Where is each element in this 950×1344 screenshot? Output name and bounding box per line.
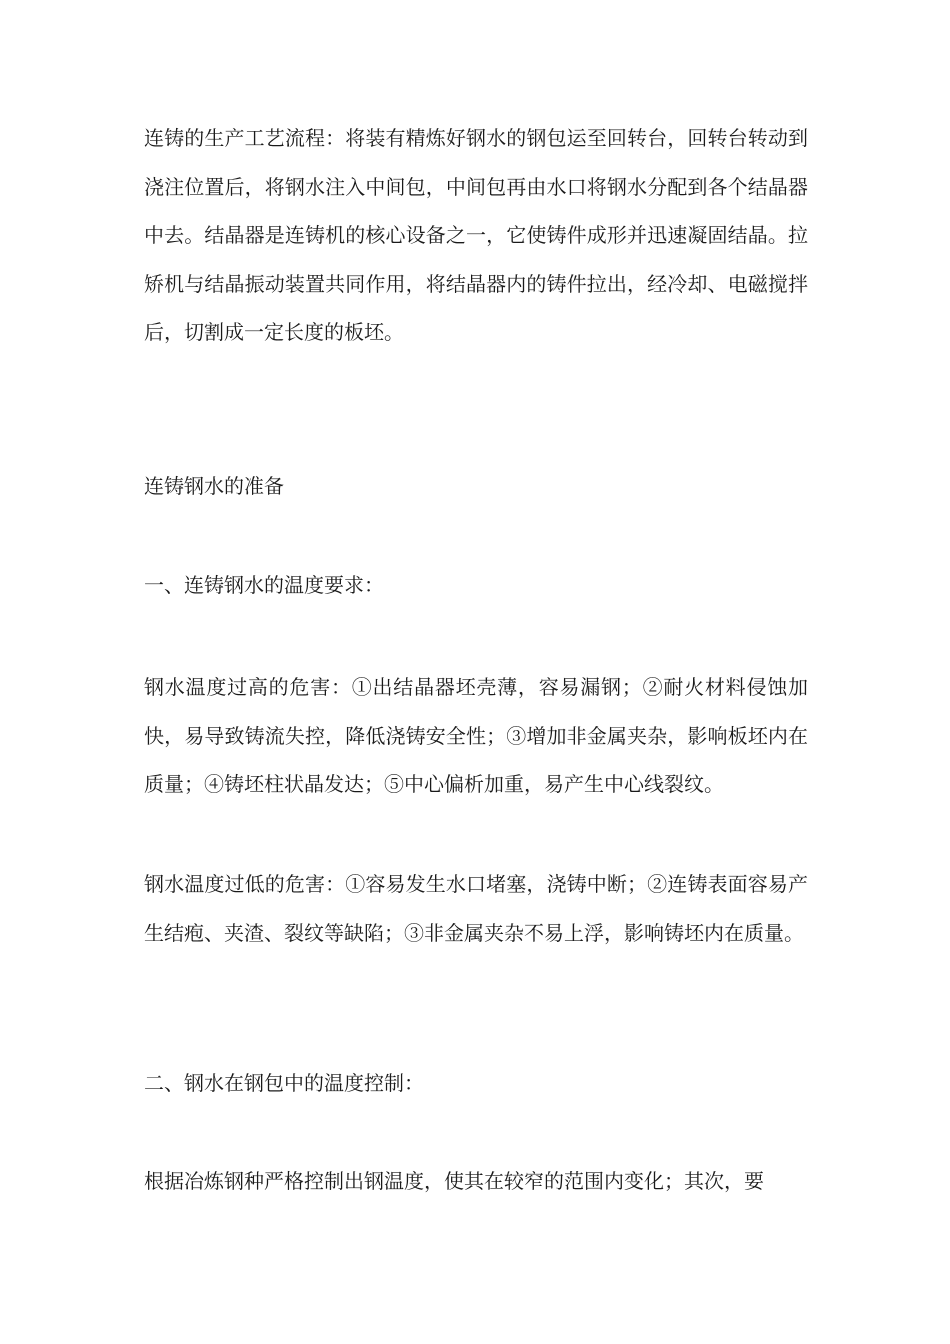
- section-title: 连铸钢水的准备: [144, 474, 284, 498]
- heading-ladle-temperature-control: 二、钢水在钢包中的温度控制：: [144, 1071, 424, 1095]
- paragraph-high-temperature-hazards: 钢水温度过高的危害：①出结晶器坯壳薄，容易漏钢；②耐火材料侵蚀加快，易导致铸流失控，降低浇铸安全性；③增加非金属夹杂，影响板坯内在质量；④铸坯柱状晶发达；⑤中心偏析加重，易产生中心线裂纹。: [144, 675, 808, 796]
- paragraph-temperature-control: 根据冶炼钢种严格控制出钢温度，使其在较窄的范围内变化；其次，要: [144, 1169, 764, 1193]
- paragraph-casting-process: 连铸的生产工艺流程：将装有精炼好钢水的钢包运至回转台，回转台转动到浇注位置后，将钢水注入中间包，中间包再由水口将钢水分配到各个结晶器中去。结晶器是连铸机的核心设备之一，它使铸件成形并迅速凝固结晶。拉矫机与结晶振动装置共同作用，将结晶器内的铸件拉出，经冷却、电磁搅拌后，切割成一定长度的板坯。: [144, 126, 808, 344]
- paragraph-low-temperature-hazards: 钢水温度过低的危害：①容易发生水口堵塞，浇铸中断；②连铸表面容易产生结疱、夹渣、裂纹等缺陷；③非金属夹杂不易上浮，影响铸坯内在质量。: [144, 872, 808, 945]
- heading-temperature-requirements: 一、连铸钢水的温度要求：: [144, 573, 384, 597]
